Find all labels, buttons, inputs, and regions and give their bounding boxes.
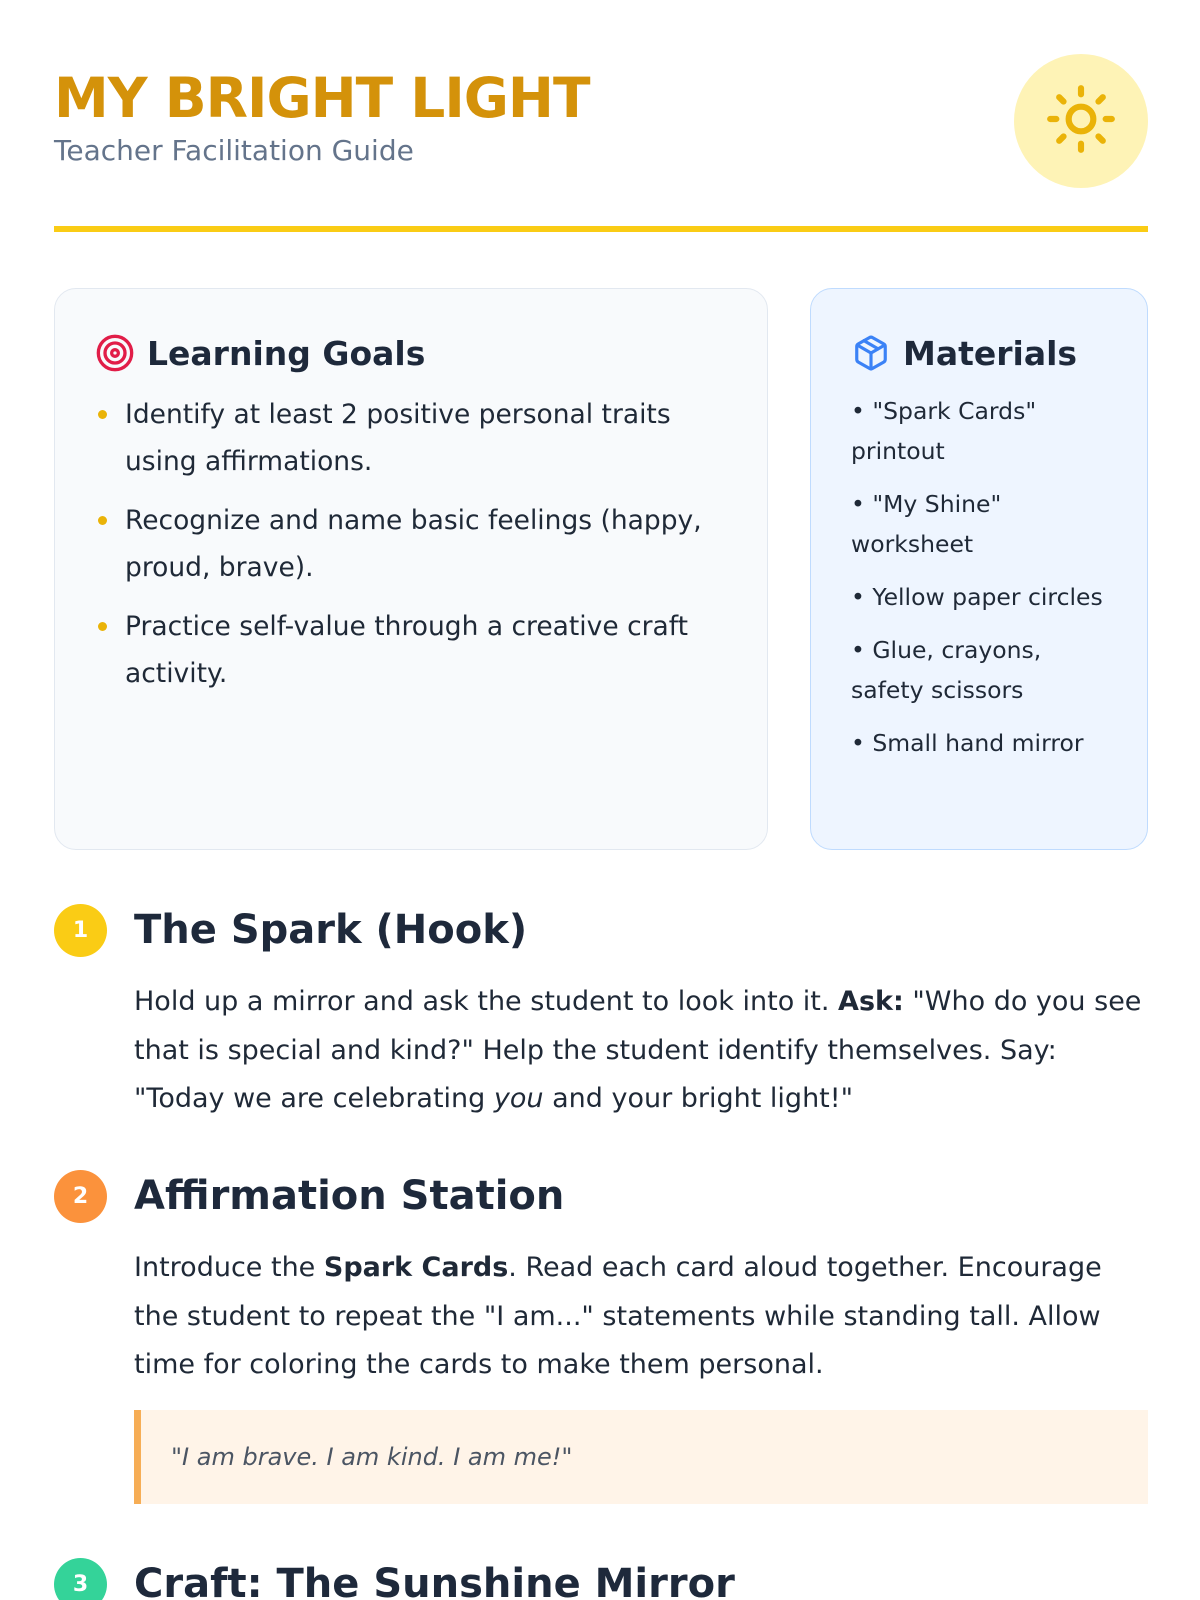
target-icon xyxy=(95,333,135,373)
step-number-badge: 2 xyxy=(54,1170,107,1223)
step-body xyxy=(134,1244,1144,1390)
body-text: Hold up a mirror and ask the student to look into it. xyxy=(134,986,839,1017)
body-bold-text: Spark Cards xyxy=(323,1252,509,1283)
step-title: The Spark (Hook) xyxy=(134,907,528,953)
bullet-dot xyxy=(98,516,107,525)
body-text: and your bright light!" xyxy=(543,1083,854,1114)
step-number-badge: 3 xyxy=(54,1558,107,1600)
affirmation-quote-box xyxy=(134,1410,1148,1504)
materials-card xyxy=(810,288,1148,850)
materials-title: Materials xyxy=(903,333,1078,373)
affirmation-quote: "I am brave. I am kind. I am me!" xyxy=(171,1443,573,1471)
step-body xyxy=(134,978,1144,1124)
learning-goals-title: Learning Goals xyxy=(147,333,426,373)
list-item xyxy=(95,391,727,485)
step-2 xyxy=(54,1168,1148,1508)
list-item xyxy=(95,497,727,591)
page-subtitle: Teacher Facilitation Guide xyxy=(54,134,414,167)
body-text: Introduce the xyxy=(134,1252,324,1283)
step-title: Affirmation Station xyxy=(134,1173,565,1219)
list-item: • Yellow paper circles xyxy=(851,583,1103,611)
goal-text: Practice self-value through a creative craft activity. xyxy=(125,611,689,689)
step-1 xyxy=(54,902,1148,1122)
bullet-dot xyxy=(98,410,107,419)
goal-text: Recognize and name basic feelings (happy, proud, brave). xyxy=(125,505,702,583)
step-number-badge: 1 xyxy=(54,904,107,957)
box-icon xyxy=(851,333,891,373)
learning-goals-header xyxy=(95,327,727,379)
page-title: MY BRIGHT LIGHT xyxy=(54,66,590,130)
sun-icon xyxy=(1044,82,1118,160)
learning-goals-card xyxy=(54,288,768,850)
header-divider xyxy=(54,226,1148,232)
page-header xyxy=(54,62,1148,188)
step-title: Craft: The Sunshine Mirror xyxy=(134,1561,735,1600)
list-item: • "My Shine" worksheet xyxy=(851,490,1002,558)
learning-goals-list xyxy=(95,391,727,697)
list-item: • Small hand mirror xyxy=(851,729,1084,757)
materials-header xyxy=(851,327,1117,379)
body-text: "Who do you see that is special and kind?" Help the student identify themselves. Say: "Today we are celebrating xyxy=(134,986,1142,1114)
list-item xyxy=(95,603,727,697)
materials-list xyxy=(851,391,1117,763)
bullet-dot xyxy=(98,622,107,631)
goal-text: Identify at least 2 positive personal traits using affirmations. xyxy=(125,399,671,477)
body-text: . Read each card aloud together. Encourage the student to repeat the "I am..." statements while standing tall. Allow time for coloring the cards to make them personal. xyxy=(134,1252,1102,1380)
list-item: • Glue, crayons, safety scissors xyxy=(851,636,1042,704)
step-3 xyxy=(54,1556,1148,1600)
body-italic-text: you xyxy=(493,1083,544,1114)
body-bold-text: Ask: xyxy=(838,986,904,1017)
list-item: • "Spark Cards" printout xyxy=(851,397,1037,465)
sun-badge xyxy=(1014,54,1148,188)
